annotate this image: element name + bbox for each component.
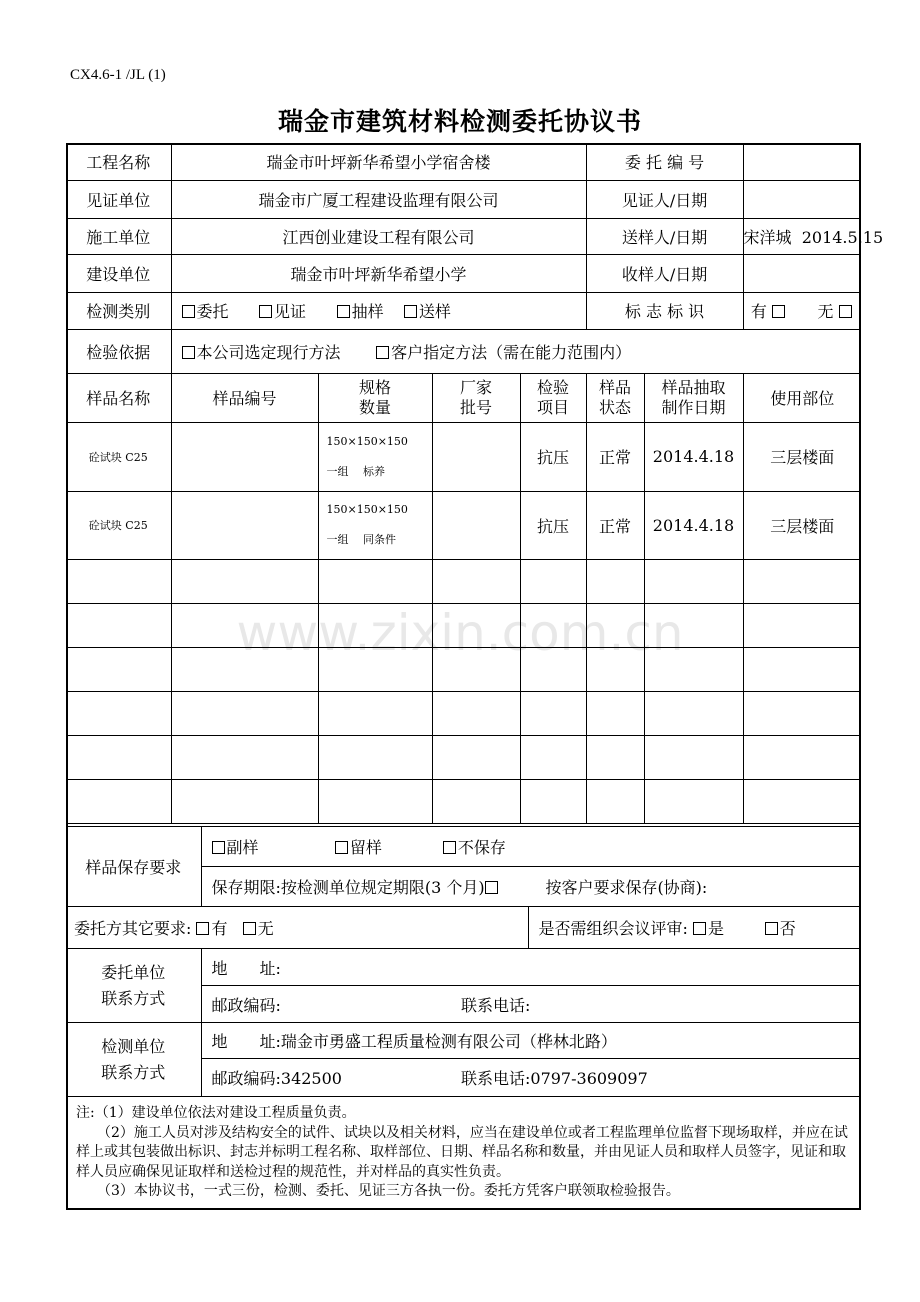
checkbox-mark-no[interactable]: 无 bbox=[818, 302, 854, 321]
empty-cell[interactable] bbox=[586, 735, 644, 779]
basis-options bbox=[171, 329, 861, 373]
empty-cell[interactable] bbox=[520, 691, 586, 735]
build-unit-value[interactable]: 瑞金市叶坪新华希望小学 bbox=[171, 254, 586, 292]
empty-cell[interactable] bbox=[318, 735, 432, 779]
witness-person-value[interactable] bbox=[743, 180, 861, 218]
sender-value[interactable]: 宋洋城 2014.5.15 bbox=[743, 218, 861, 254]
empty-cell[interactable] bbox=[586, 691, 644, 735]
empty-row bbox=[66, 735, 861, 779]
empty-cell[interactable] bbox=[520, 559, 586, 603]
empty-cell[interactable] bbox=[586, 779, 644, 823]
sample-number[interactable] bbox=[171, 491, 318, 559]
checkbox-review-no[interactable]: 否 bbox=[765, 919, 796, 938]
lab-address: 地 址:瑞金市勇盛工程质量检测有限公司（桦林北路） bbox=[201, 1023, 861, 1059]
sample-date[interactable]: 2014.4.18 bbox=[644, 422, 743, 491]
construction-unit-value[interactable]: 江西创业建设工程有限公司 bbox=[171, 218, 586, 254]
checkbox-no-keep[interactable]: 不保存 bbox=[443, 838, 506, 857]
sample-item[interactable]: 抗压 bbox=[520, 491, 586, 559]
col-spec-qty: 规格 数量 bbox=[318, 373, 432, 422]
sample-location[interactable]: 三层楼面 bbox=[743, 422, 861, 491]
checkbox-commission[interactable]: 委托 bbox=[182, 302, 229, 321]
col-sample-number: 样品编号 bbox=[171, 373, 318, 422]
other-requirements: 委托方其它要求: 有 无 bbox=[66, 907, 528, 949]
contact-table bbox=[66, 948, 861, 1097]
client-address[interactable]: 地 址: bbox=[201, 949, 861, 986]
sample-spec[interactable]: 150×150×150 一组 标养 bbox=[318, 422, 432, 491]
empty-cell[interactable] bbox=[743, 647, 861, 691]
empty-cell[interactable] bbox=[644, 735, 743, 779]
mark-options bbox=[743, 292, 861, 329]
empty-cell[interactable] bbox=[586, 559, 644, 603]
checkbox-basis-own[interactable]: 本公司选定现行方法 bbox=[182, 343, 341, 362]
col-test-item: 检验 项目 bbox=[520, 373, 586, 422]
storage-table bbox=[66, 826, 861, 907]
empty-row bbox=[66, 603, 861, 647]
main-form-table bbox=[66, 143, 884, 824]
empty-cell[interactable] bbox=[171, 603, 318, 647]
sample-number[interactable] bbox=[171, 422, 318, 491]
empty-cell[interactable] bbox=[318, 779, 432, 823]
notes bbox=[76, 1104, 856, 1202]
empty-cell[interactable] bbox=[432, 779, 520, 823]
col-location: 使用部位 bbox=[743, 373, 861, 422]
project-value[interactable]: 瑞金市叶坪新华希望小学宿舍楼 bbox=[171, 143, 586, 180]
sample-date[interactable]: 2014.4.18 bbox=[644, 491, 743, 559]
test-type-options bbox=[171, 292, 586, 329]
sample-maker[interactable] bbox=[432, 422, 520, 491]
empty-cell[interactable] bbox=[318, 603, 432, 647]
empty-cell[interactable] bbox=[66, 647, 171, 691]
test-type-label: 检测类别 bbox=[66, 292, 171, 329]
checkbox-basis-client[interactable]: 客户指定方法（需在能力范围内） bbox=[376, 343, 631, 362]
table-row bbox=[66, 491, 861, 559]
empty-cell[interactable] bbox=[171, 559, 318, 603]
checkbox-review-yes[interactable]: 是 bbox=[693, 919, 724, 938]
checkbox-mark-yes[interactable]: 有 bbox=[751, 302, 787, 321]
empty-cell[interactable] bbox=[644, 647, 743, 691]
empty-cell[interactable] bbox=[432, 647, 520, 691]
checkbox-retain[interactable]: 留样 bbox=[335, 838, 382, 857]
sample-item[interactable]: 抗压 bbox=[520, 422, 586, 491]
empty-cell[interactable] bbox=[743, 779, 861, 823]
empty-cell[interactable] bbox=[171, 647, 318, 691]
empty-row bbox=[66, 779, 861, 823]
empty-cell[interactable] bbox=[171, 735, 318, 779]
empty-cell[interactable] bbox=[644, 691, 743, 735]
sample-status[interactable]: 正常 bbox=[586, 422, 644, 491]
empty-cell[interactable] bbox=[66, 779, 171, 823]
checkbox-duplicate[interactable]: 副样 bbox=[212, 838, 259, 857]
lab-postcode: 邮政编码:342500 bbox=[201, 1059, 461, 1097]
checkbox-req-no[interactable]: 无 bbox=[243, 919, 274, 938]
empty-cell[interactable] bbox=[586, 647, 644, 691]
document-title: 瑞金市建筑材料检测委托协议书 bbox=[277, 107, 642, 136]
table-row bbox=[66, 422, 861, 491]
empty-cell[interactable] bbox=[432, 559, 520, 603]
empty-cell[interactable] bbox=[520, 603, 586, 647]
checkbox-req-yes[interactable]: 有 bbox=[196, 919, 227, 938]
lab-phone: 联系电话:0797-3609097 bbox=[461, 1059, 861, 1097]
empty-cell[interactable] bbox=[318, 647, 432, 691]
empty-row bbox=[66, 691, 861, 735]
storage-options bbox=[201, 827, 861, 867]
empty-cell[interactable] bbox=[743, 559, 861, 603]
sample-maker[interactable] bbox=[432, 491, 520, 559]
client-postcode[interactable]: 邮政编码: bbox=[201, 986, 461, 1023]
empty-cell[interactable] bbox=[743, 735, 861, 779]
storage-period: 保存期限:按检测单位规定期限(3 个月) 按客户要求保存(协商): bbox=[201, 867, 861, 907]
construction-unit-label: 施工单位 bbox=[66, 218, 171, 254]
other-requirements-table bbox=[66, 906, 861, 949]
review-required: 是否需组织会议评审: 是 否 bbox=[528, 907, 861, 949]
storage-label: 样品保存要求 bbox=[66, 827, 201, 907]
col-sample-date: 样品抽取 制作日期 bbox=[644, 373, 743, 422]
empty-cell[interactable] bbox=[743, 603, 861, 647]
empty-cell[interactable] bbox=[66, 735, 171, 779]
empty-cell[interactable] bbox=[586, 603, 644, 647]
sample-status[interactable]: 正常 bbox=[586, 491, 644, 559]
client-contact-label: 委托单位 联系方式 bbox=[66, 949, 201, 1023]
sample-name[interactable]: 砼试块 C25 bbox=[66, 422, 171, 491]
receiver-value[interactable] bbox=[743, 254, 861, 292]
empty-cell[interactable] bbox=[432, 735, 520, 779]
receiver-label: 收样人/日期 bbox=[586, 254, 743, 292]
witness-person-label: 见证人/日期 bbox=[586, 180, 743, 218]
sender-label: 送样人/日期 bbox=[586, 218, 743, 254]
empty-row bbox=[66, 647, 861, 691]
empty-cell[interactable] bbox=[520, 735, 586, 779]
col-sample-status: 样品 状态 bbox=[586, 373, 644, 422]
empty-cell[interactable] bbox=[318, 559, 432, 603]
watermark: www.zixin.com.cn bbox=[236, 604, 684, 662]
sample-location[interactable]: 三层楼面 bbox=[743, 491, 861, 559]
lab-contact-label: 检测单位 联系方式 bbox=[66, 1023, 201, 1097]
col-sample-name: 样品名称 bbox=[66, 373, 171, 422]
empty-cell[interactable] bbox=[171, 691, 318, 735]
empty-cell[interactable] bbox=[644, 603, 743, 647]
empty-cell[interactable] bbox=[66, 691, 171, 735]
note-3: （3）本协议书，一式三份，检测、委托、见证三方各执一份。委托方凭客户联领取检验报告。 bbox=[76, 1183, 680, 1199]
empty-row bbox=[66, 559, 861, 603]
commission-no-label: 委 托 编 号 bbox=[586, 143, 743, 180]
checkbox-period[interactable] bbox=[485, 881, 498, 894]
sample-spec[interactable]: 150×150×150 一组 同条件 bbox=[318, 491, 432, 559]
checkbox-witness[interactable]: 见证 bbox=[259, 302, 306, 321]
checkbox-sampling[interactable]: 抽样 bbox=[337, 302, 384, 321]
empty-cell[interactable] bbox=[318, 691, 432, 735]
document-code: CX4.6-1 /JL (1) bbox=[70, 67, 166, 83]
empty-cell[interactable] bbox=[743, 691, 861, 735]
sample-name[interactable]: 砼试块 C25 bbox=[66, 491, 171, 559]
project-label: 工程名称 bbox=[66, 143, 171, 180]
empty-cell[interactable] bbox=[432, 603, 520, 647]
witness-unit-value[interactable]: 瑞金市广厦工程建设监理有限公司 bbox=[171, 180, 586, 218]
note-2: （2）施工人员对涉及结构安全的试件、试块以及相关材料，应当在建设单位或者工程监理单位监督下现场取样，并应在试样上或其包装做出标识、封志并标明工程名称、取样部位、日期、样品名称和数量，并由见证人员和取样人员签字，见证和取样人员应确保见证取样和送检过程的规范性，并对样品的真实性负责。 bbox=[76, 1124, 848, 1180]
empty-cell[interactable] bbox=[171, 779, 318, 823]
witness-unit-label: 见证单位 bbox=[66, 180, 171, 218]
empty-cell[interactable] bbox=[644, 559, 743, 603]
col-maker-batch: 厂家 批号 bbox=[432, 373, 520, 422]
basis-label: 检验依据 bbox=[66, 329, 171, 373]
checkbox-delivery[interactable]: 送样 bbox=[404, 302, 451, 321]
empty-cell[interactable] bbox=[66, 603, 171, 647]
empty-cell[interactable] bbox=[520, 779, 586, 823]
commission-no-value[interactable] bbox=[743, 143, 861, 180]
empty-cell[interactable] bbox=[520, 647, 586, 691]
mark-label: 标 志 标 识 bbox=[586, 292, 743, 329]
client-phone[interactable]: 联系电话: bbox=[461, 986, 861, 1023]
empty-cell[interactable] bbox=[644, 779, 743, 823]
empty-cell[interactable] bbox=[66, 559, 171, 603]
empty-cell[interactable] bbox=[432, 691, 520, 735]
build-unit-label: 建设单位 bbox=[66, 254, 171, 292]
note-1: 注:（1）建设单位依法对建设工程质量负责。 bbox=[76, 1105, 356, 1121]
